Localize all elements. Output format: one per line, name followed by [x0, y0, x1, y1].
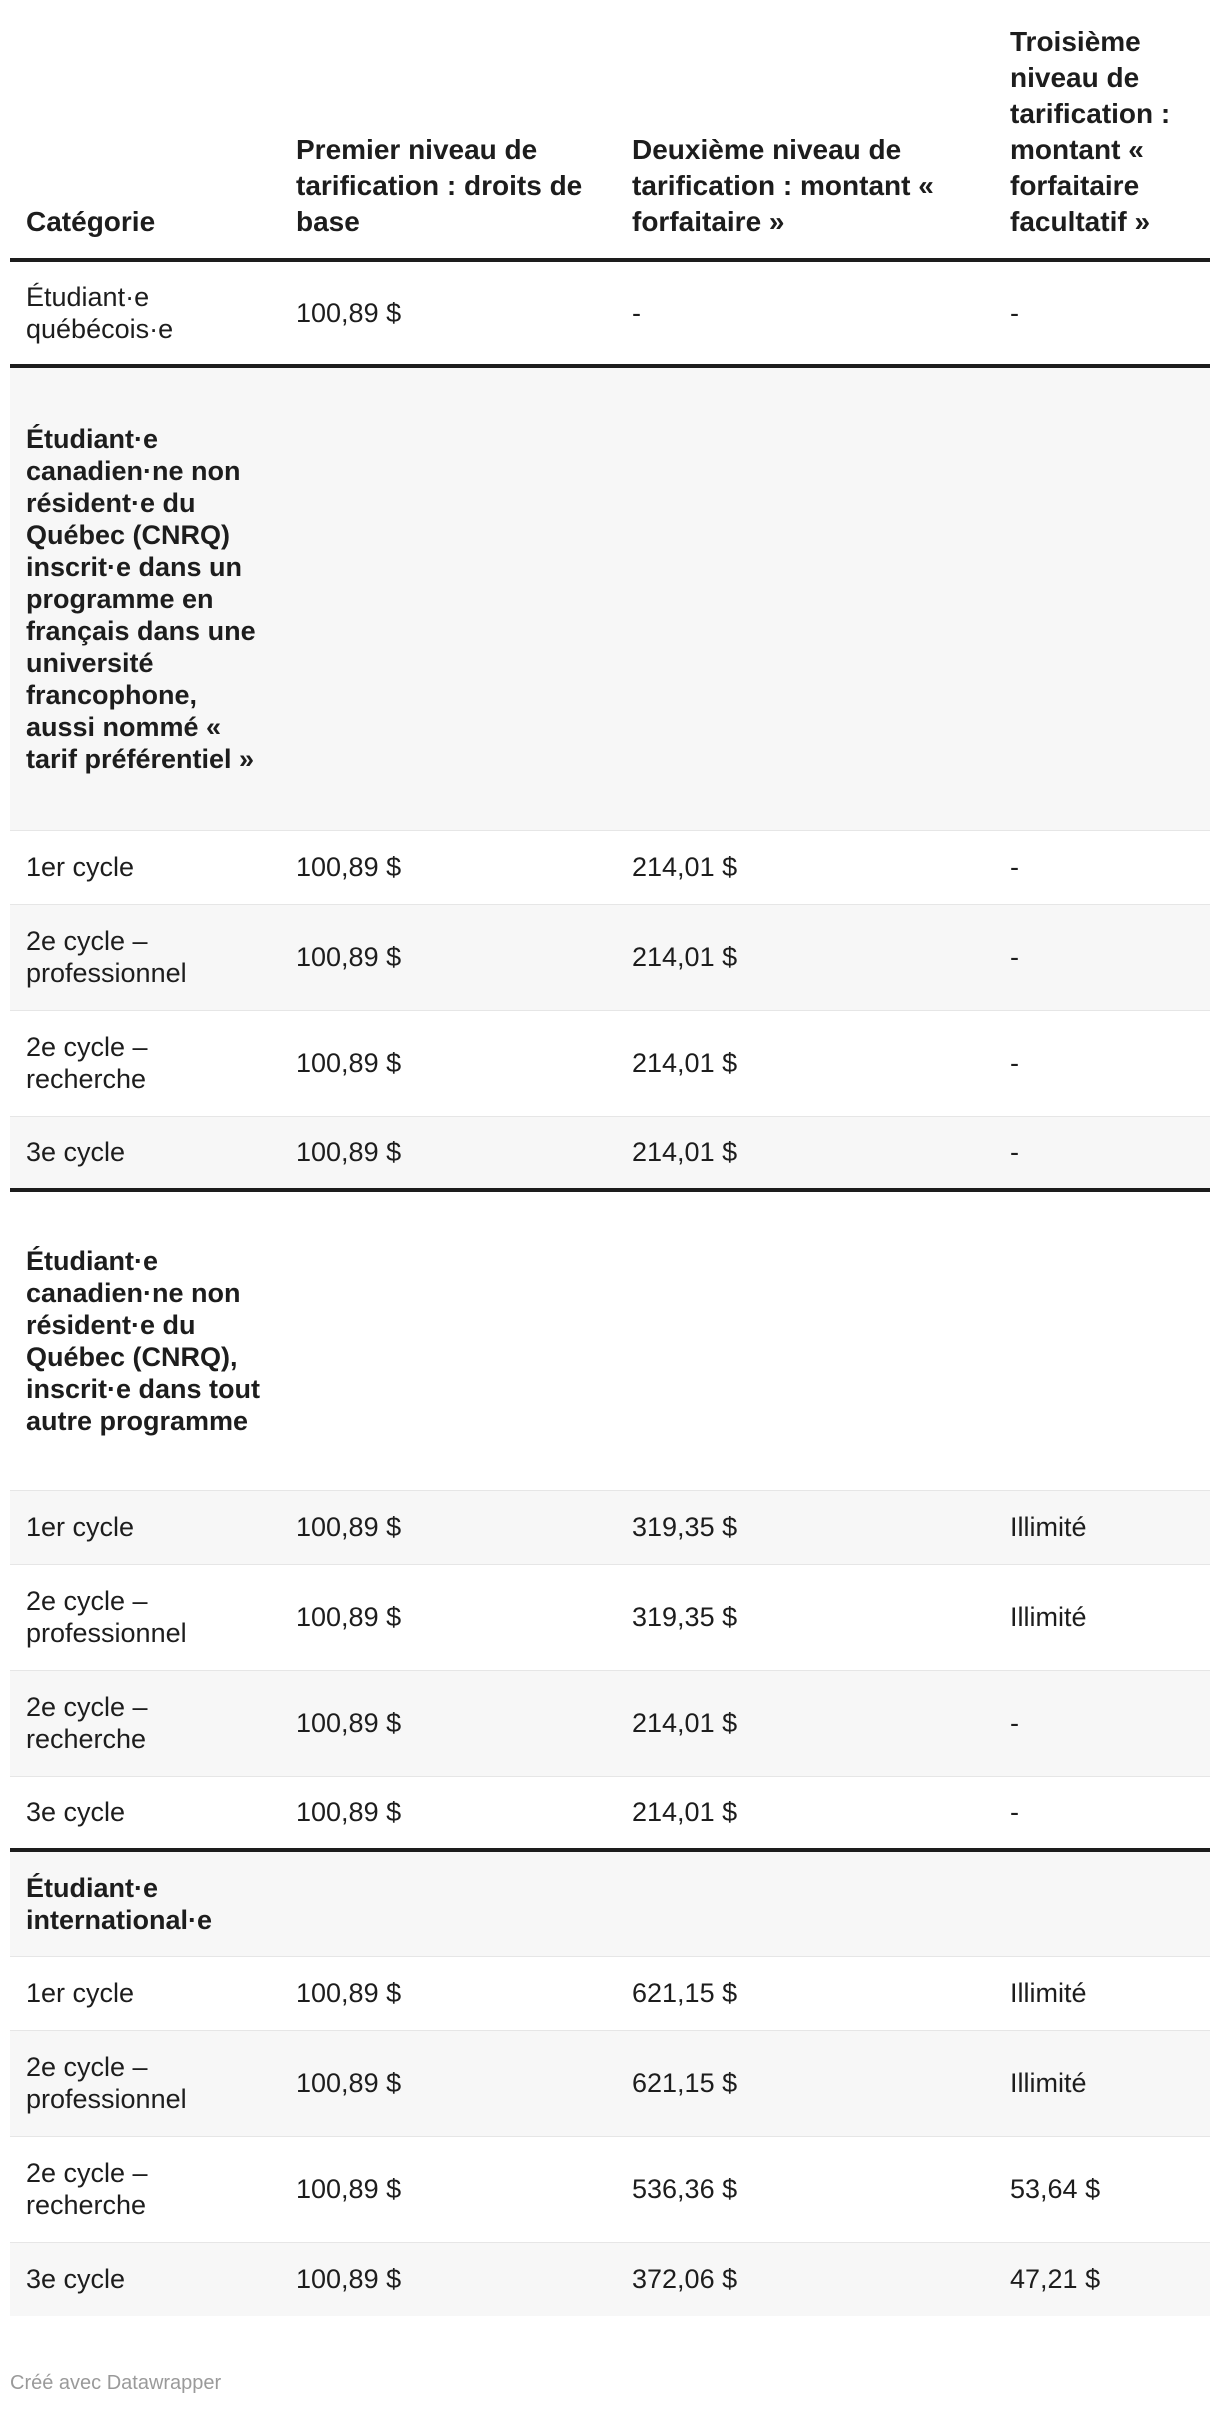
cell-category: 2e cycle – recherche	[10, 2136, 280, 2242]
cell-second-level: 372,06 $	[616, 2242, 994, 2316]
cell-second-level: 319,35 $	[616, 1490, 994, 1564]
table-body	[10, 260, 1210, 2316]
cell-third-level: 47,21 $	[994, 2242, 1210, 2316]
table-row	[10, 1670, 1210, 1776]
tuition-table-container	[10, 0, 1210, 2316]
table-row	[10, 1564, 1210, 1670]
cell-category: 1er cycle	[10, 830, 280, 904]
cell-first-level: 100,89 $	[280, 1670, 616, 1776]
cell-first-level: 100,89 $	[280, 1564, 616, 1670]
table-row	[10, 2242, 1210, 2316]
table-row	[10, 1116, 1210, 1190]
cell-first-level: 100,89 $	[280, 2136, 616, 2242]
cell-second-level: 621,15 $	[616, 2030, 994, 2136]
cell-category: 3e cycle	[10, 1776, 280, 1850]
cell-first-level: 100,89 $	[280, 904, 616, 1010]
cell-first-level: 100,89 $	[280, 1116, 616, 1190]
cell-second-level: 214,01 $	[616, 830, 994, 904]
table-row	[10, 904, 1210, 1010]
cell-second-level: -	[616, 260, 994, 366]
cell-second-level: 214,01 $	[616, 904, 994, 1010]
group-header-row	[10, 1850, 1210, 1956]
header-first-level: Premier niveau de tarification : droits de base	[280, 0, 616, 260]
cell-first-level	[280, 366, 616, 830]
cell-first-level: 100,89 $	[280, 1956, 616, 2030]
cell-third-level	[994, 1190, 1210, 1490]
cell-second-level: 214,01 $	[616, 1670, 994, 1776]
table-row	[10, 260, 1210, 366]
cell-third-level: -	[994, 904, 1210, 1010]
cell-category: Étudiant·e canadien·ne non résident·e du Québec (CNRQ) inscrit·e dans un programme en français dans une université francophone, aussi nommé « tarif préférentiel »	[10, 366, 280, 830]
tuition-table	[10, 0, 1210, 2316]
header-third-level: Troisième niveau de tarification : montant « forfaitaire facultatif »	[994, 0, 1210, 260]
cell-second-level: 621,15 $	[616, 1956, 994, 2030]
table-row	[10, 1776, 1210, 1850]
table-row	[10, 1010, 1210, 1116]
cell-third-level	[994, 1850, 1210, 1956]
cell-third-level: -	[994, 260, 1210, 366]
cell-third-level: -	[994, 1010, 1210, 1116]
header-category: Catégorie	[10, 0, 280, 260]
cell-third-level: 53,64 $	[994, 2136, 1210, 2242]
cell-category: 1er cycle	[10, 1490, 280, 1564]
table-header-row	[10, 0, 1210, 260]
cell-second-level	[616, 1850, 994, 1956]
cell-first-level: 100,89 $	[280, 1490, 616, 1564]
table-row	[10, 2136, 1210, 2242]
cell-category: Étudiant·e international·e	[10, 1850, 280, 1956]
cell-third-level: -	[994, 1670, 1210, 1776]
cell-third-level: Illimité	[994, 2030, 1210, 2136]
cell-third-level: Illimité	[994, 1956, 1210, 2030]
cell-category: 3e cycle	[10, 2242, 280, 2316]
cell-category: 2e cycle – professionnel	[10, 2030, 280, 2136]
table-row	[10, 830, 1210, 904]
cell-third-level: Illimité	[994, 1564, 1210, 1670]
cell-first-level: 100,89 $	[280, 2030, 616, 2136]
cell-first-level: 100,89 $	[280, 830, 616, 904]
cell-third-level	[994, 366, 1210, 830]
table-row	[10, 1490, 1210, 1564]
cell-category: 2e cycle – recherche	[10, 1010, 280, 1116]
cell-category: Étudiant·e canadien·ne non résident·e du Québec (CNRQ), inscrit·e dans tout autre programme	[10, 1190, 280, 1490]
cell-second-level	[616, 1190, 994, 1490]
cell-category: 2e cycle – professionnel	[10, 904, 280, 1010]
cell-first-level: 100,89 $	[280, 1776, 616, 1850]
cell-first-level: 100,89 $	[280, 2242, 616, 2316]
cell-category: 2e cycle – professionnel	[10, 1564, 280, 1670]
cell-second-level: 214,01 $	[616, 1776, 994, 1850]
cell-third-level: Illimité	[994, 1490, 1210, 1564]
cell-first-level: 100,89 $	[280, 1010, 616, 1116]
cell-category: 3e cycle	[10, 1116, 280, 1190]
cell-category: 2e cycle – recherche	[10, 1670, 280, 1776]
cell-first-level	[280, 1190, 616, 1490]
group-header-row	[10, 1190, 1210, 1490]
cell-first-level: 100,89 $	[280, 260, 616, 366]
table-row	[10, 1956, 1210, 2030]
cell-category: Étudiant·e québécois·e	[10, 260, 280, 366]
credit-footer: Créé avec Datawrapper	[10, 2372, 222, 2394]
cell-third-level: -	[994, 1776, 1210, 1850]
cell-second-level: 214,01 $	[616, 1010, 994, 1116]
cell-second-level: 536,36 $	[616, 2136, 994, 2242]
cell-first-level	[280, 1850, 616, 1956]
cell-second-level: 214,01 $	[616, 1116, 994, 1190]
table-row	[10, 2030, 1210, 2136]
cell-second-level	[616, 366, 994, 830]
cell-third-level: -	[994, 1116, 1210, 1190]
cell-second-level: 319,35 $	[616, 1564, 994, 1670]
cell-third-level: -	[994, 830, 1210, 904]
group-header-row	[10, 366, 1210, 830]
header-second-level: Deuxième niveau de tarification : montant « forfaitaire »	[616, 0, 994, 260]
cell-category: 1er cycle	[10, 1956, 280, 2030]
